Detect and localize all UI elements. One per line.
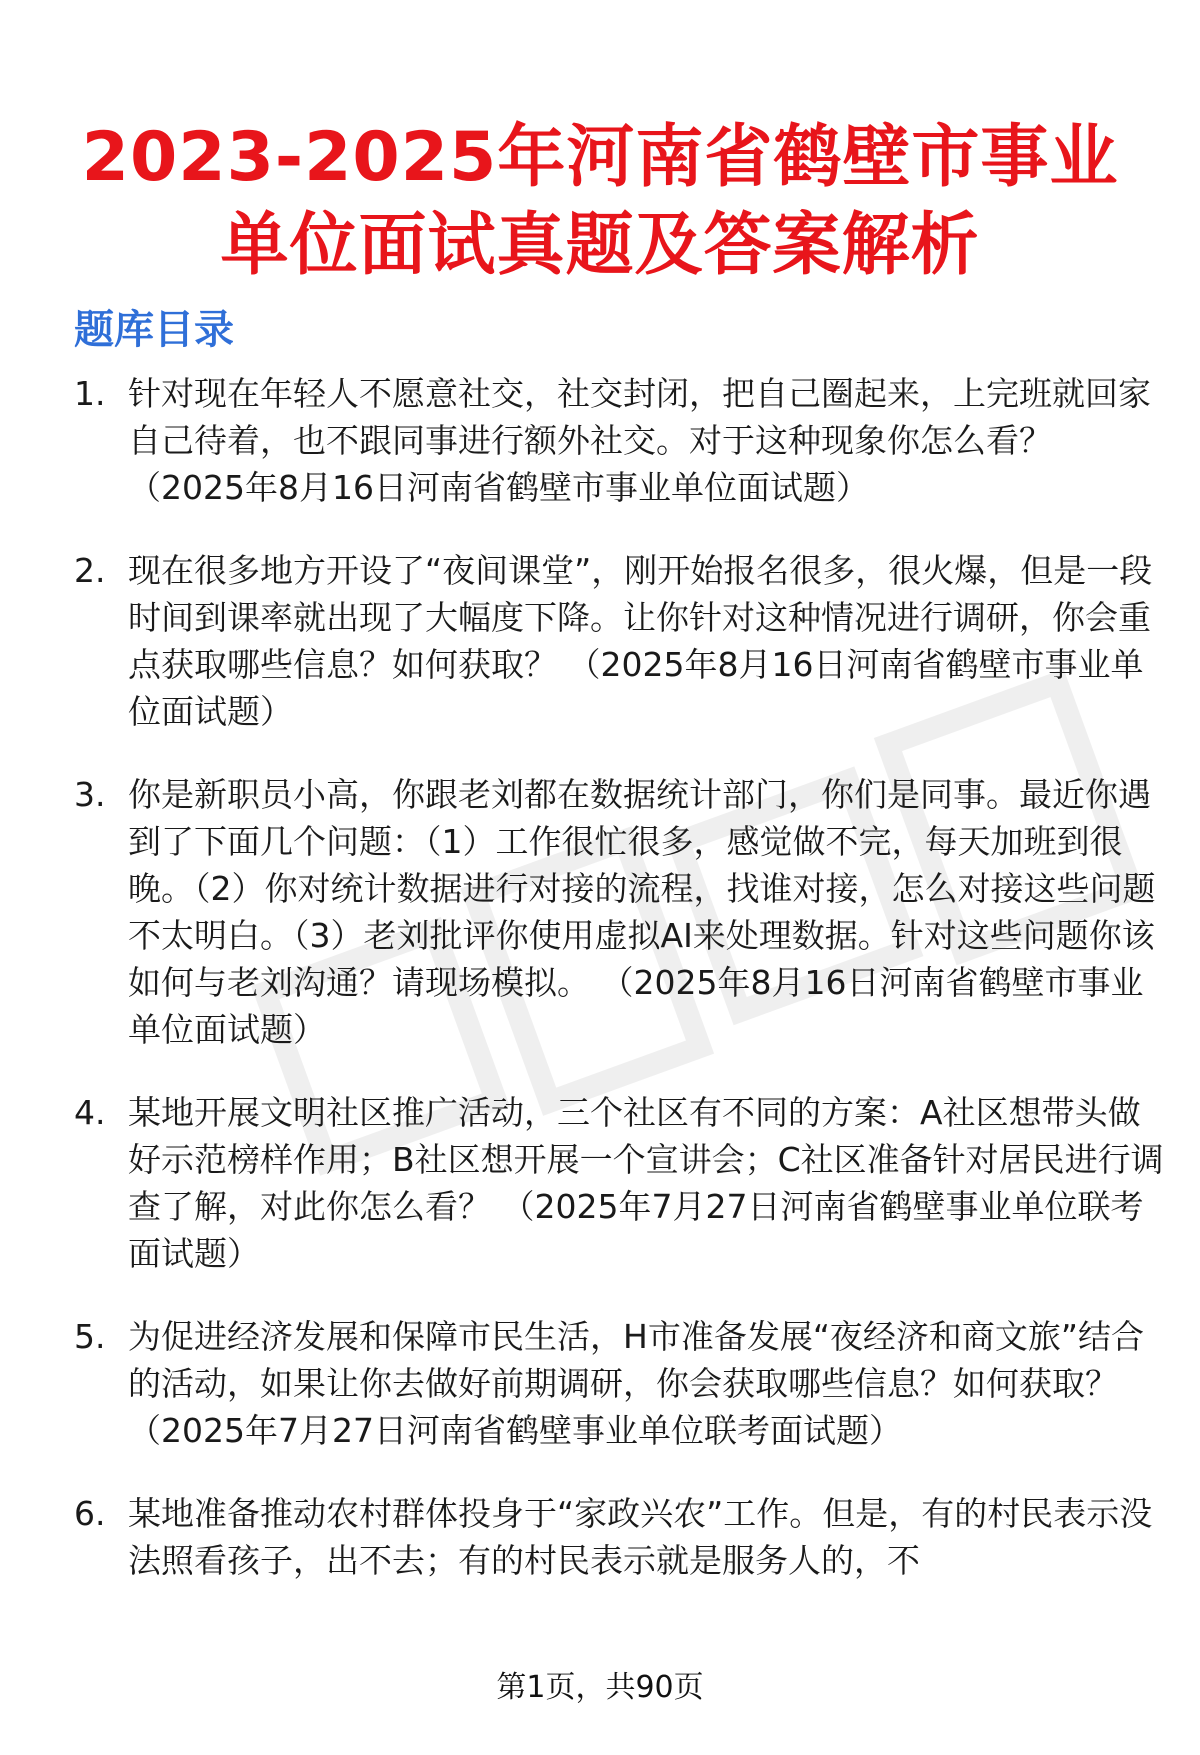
question-number: 6.	[74, 1494, 106, 1533]
question-text: 某地准备推动农村群体投身于“家政兴农”工作。但是，有的村民表示没法照看孩子，出不去；有的村民表示就是服务人的，不	[128, 1494, 1153, 1580]
question-number: 1.	[74, 374, 106, 413]
list-item	[74, 1490, 1164, 1584]
list-item	[74, 1089, 1164, 1277]
question-number: 4.	[74, 1093, 106, 1132]
list-item	[74, 1313, 1164, 1454]
question-number: 5.	[74, 1317, 106, 1356]
section-heading: 题库目录	[74, 307, 234, 354]
question-number: 3.	[74, 775, 106, 814]
question-number: 2.	[74, 551, 106, 590]
list-item	[74, 370, 1164, 511]
page-footer: 第1页，共90页	[496, 1670, 704, 1705]
page-title: 2023-2025年河南省鹤壁市事业单位面试真题及答案解析	[81, 117, 1119, 285]
question-list	[74, 370, 1164, 1620]
question-text: 你是新职员小高，你跟老刘都在数据统计部门，你们是同事。最近你遇到了下面几个问题：（1）工作很忙很多，感觉做不完，每天加班到很晚。（2）你对统计数据进行对接的流程，找谁对接，怎么对接这些问题不太明白。（3）老刘批评你使用虚拟AI来处理数据。针对这些问题你该如何与老刘沟通？请现场模拟。 （2025年8月16日河南省鹤壁市事业单位面试题）	[128, 775, 1156, 1049]
list-item	[74, 547, 1164, 735]
question-text: 某地开展文明社区推广活动，三个社区有不同的方案：A社区想带头做好示范榜样作用；B社区想开展一个宣讲会；C社区准备针对居民进行调查了解，对此你怎么看？ （2025年7月27日河南省鹤壁事业单位联考面试题）	[128, 1093, 1164, 1273]
question-text: 针对现在年轻人不愿意社交，社交封闭，把自己圈起来，上完班就回家自己待着，也不跟同事进行额外社交。对于这种现象你怎么看？ （2025年8月16日河南省鹤壁市事业单位面试题）	[128, 374, 1151, 507]
question-text: 现在很多地方开设了“夜间课堂”，刚开始报名很多，很火爆，但是一段时间到课率就出现了大幅度下降。让你针对这种情况进行调研，你会重点获取哪些信息？如何获取？ （2025年8月16日河南省鹤壁市事业单位面试题）	[128, 551, 1153, 731]
question-text: 为促进经济发展和保障市民生活，H市准备发展“夜经济和商文旅”结合的活动，如果让你去做好前期调研，你会获取哪些信息？如何获取？ （2025年7月27日河南省鹤壁事业单位联考面试题）	[128, 1317, 1145, 1450]
list-item	[74, 771, 1164, 1053]
